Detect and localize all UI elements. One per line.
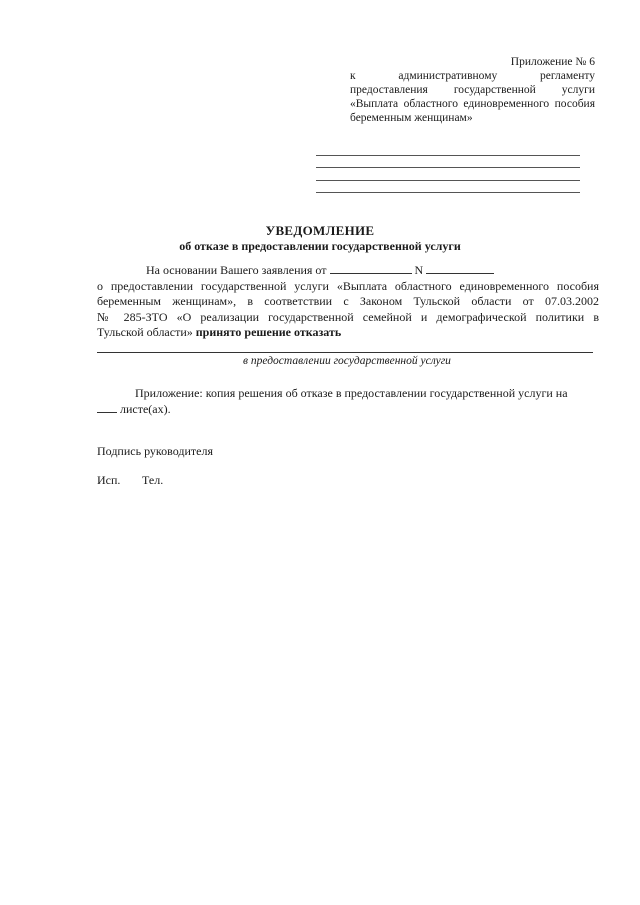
executor-label: Исп. xyxy=(97,473,121,487)
appendix-word: административному xyxy=(398,70,498,82)
body-line-2: о предоставлении государственной услуги «Выплата областного единовременного пособия xyxy=(97,278,599,293)
signature-label: Подпись руководителя xyxy=(97,444,213,458)
appendix-word: предоставления xyxy=(350,84,428,96)
reason-caption: в предоставлении государственной услуги xyxy=(243,355,451,367)
application-number-blank[interactable] xyxy=(426,262,494,274)
body-line-4: № 285-ЗТО «О реализации государственной семейной и демографической политики в xyxy=(97,309,599,324)
recipient-line xyxy=(316,155,580,156)
sheet-label: листе(ах). xyxy=(120,402,171,416)
application-date-blank[interactable] xyxy=(330,262,412,274)
appendix-line-3: «Выплата областного единовременного пособия xyxy=(350,98,595,110)
attachment-line-2 xyxy=(97,401,171,417)
recipient-line xyxy=(316,167,580,168)
body-text: Тульской области» xyxy=(97,325,193,339)
appendix-word: государственной xyxy=(453,84,536,96)
appendix-number: Приложение № 6 xyxy=(510,56,595,68)
appendix-word: услуги xyxy=(561,84,595,96)
recipient-line xyxy=(316,180,580,181)
appendix-line-1 xyxy=(350,69,595,83)
appendix-word: к xyxy=(350,70,356,82)
phone-label: Тел. xyxy=(142,473,164,487)
attachment-line-1: Приложение: копия решения об отказе в предоставлении государственной услуги на xyxy=(135,386,568,400)
appendix-line-2 xyxy=(350,83,595,97)
body-line-5 xyxy=(97,325,599,341)
lead-text: На основании Вашего заявления от xyxy=(146,263,327,277)
appendix-block xyxy=(350,55,595,125)
appendix-word: регламенту xyxy=(540,70,596,82)
body-line-1 xyxy=(97,262,599,279)
notice-subtitle: об отказе в предоставлении государственной услуги xyxy=(179,239,461,253)
sheet-count-blank[interactable] xyxy=(97,401,117,413)
recipient-line xyxy=(316,192,580,193)
decision-text: принято решение отказать xyxy=(195,325,342,339)
appendix-line-4: беременным женщинам» xyxy=(350,112,473,124)
body-paragraph xyxy=(97,262,599,341)
body-line-3: беременным женщинам», в соответствии с Законом Тульской области от 07.03.2002 xyxy=(97,294,599,308)
number-label: N xyxy=(414,263,424,277)
reason-line xyxy=(97,352,593,353)
notice-title: УВЕДОМЛЕНИЕ xyxy=(265,223,375,238)
